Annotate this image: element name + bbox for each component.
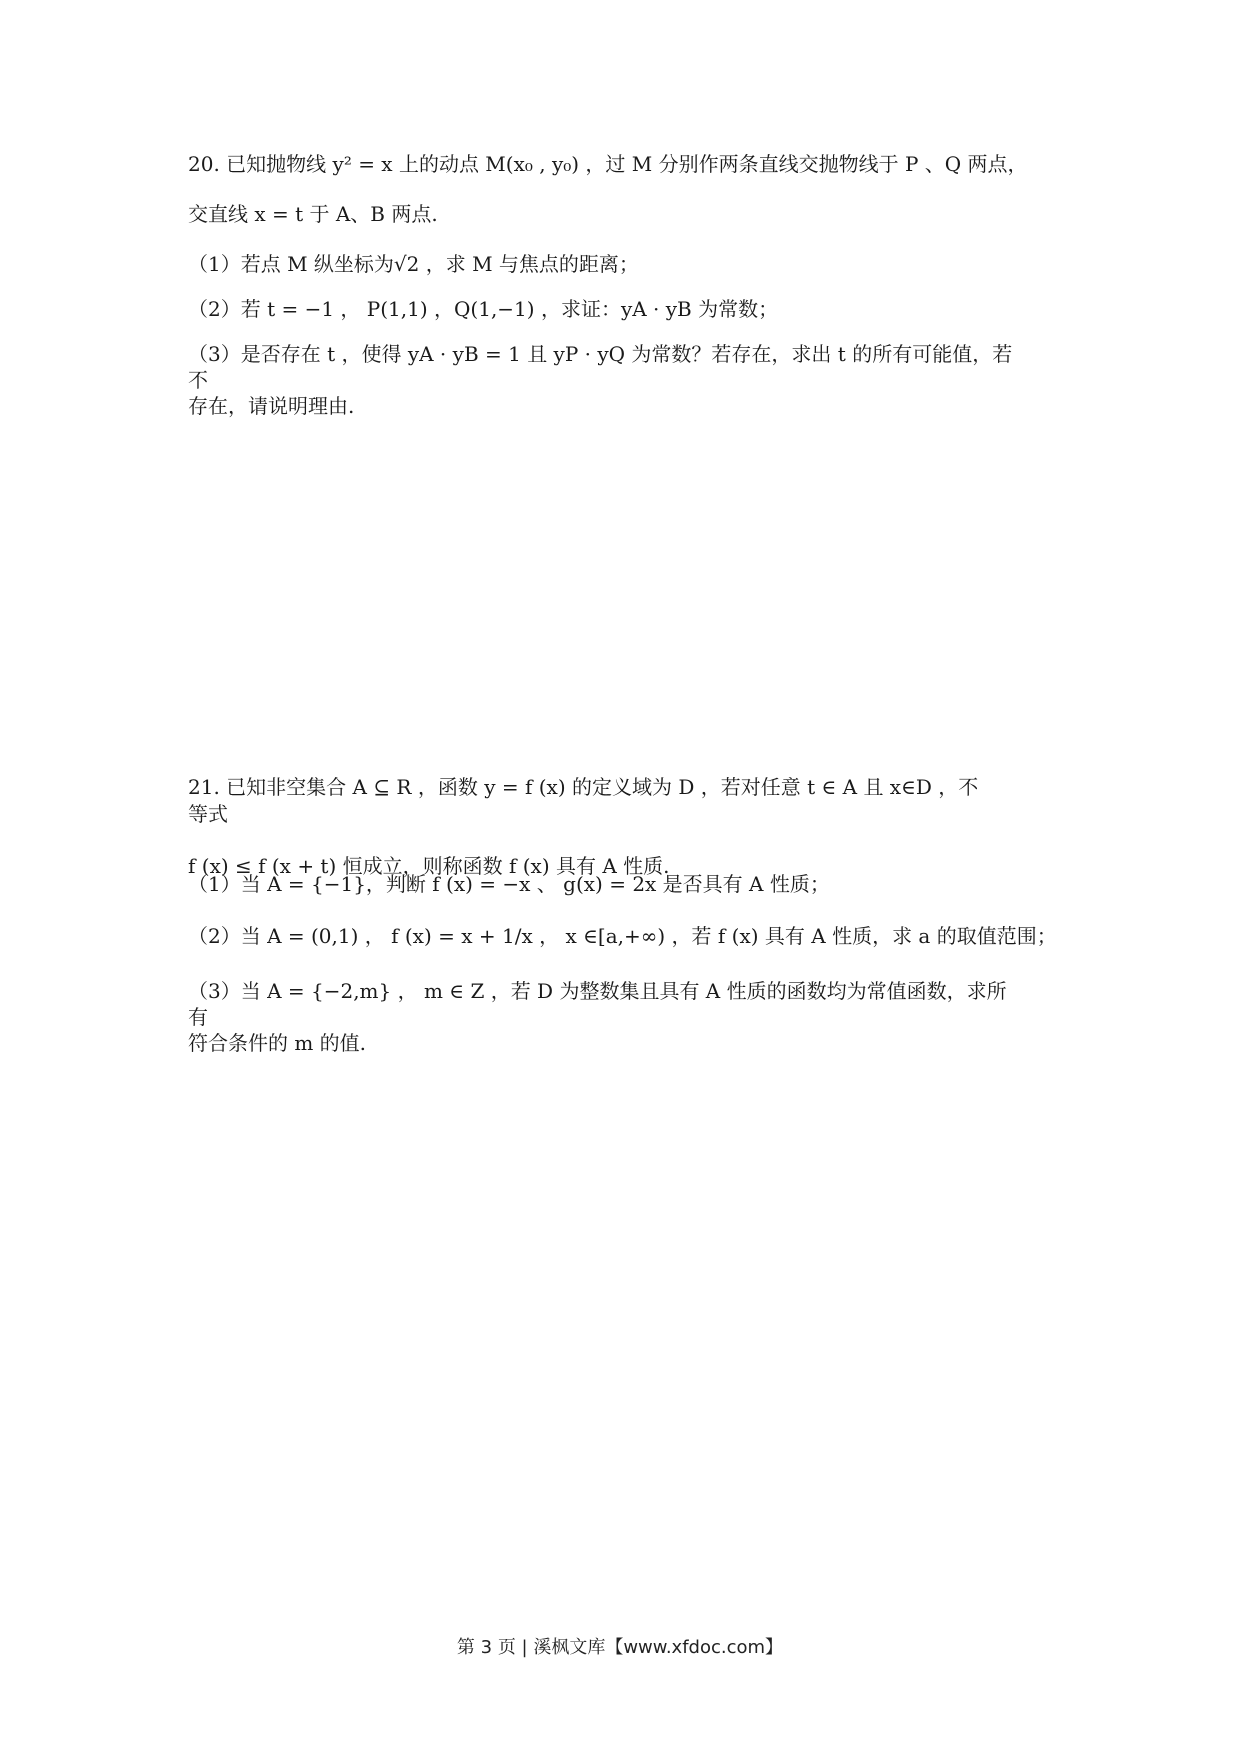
problem-20-statement-line-1: 20. 已知抛物线 y² = x 上的动点 M(x₀ , y₀) ，过 M 分别作两条直线交抛物线于 P 、Q 两点，	[188, 152, 1028, 176]
problem-20-part-3-line-3: 存在，请说明理由.	[188, 394, 355, 418]
problem-20-part-3-line-2: 不	[188, 368, 208, 392]
problem-21-part-3-line-3: 符合条件的 m 的值.	[188, 1031, 367, 1055]
problem-21-part-3-line-1: （3）当 A = {−2,m} ， m ∈ Z ，若 D 为整数集且具有 A 性质的函数均为常值函数，求所	[188, 979, 1007, 1003]
problem-20-part-3-line-1: （3）是否存在 t ，使得 yA · yB = 1 且 yP · yQ 为常数？若存在，求出 t 的所有可能值，若	[188, 342, 1013, 366]
problem-21-statement-line-2: 等式	[188, 802, 228, 826]
problem-21-statement-line-3: f (x) ≤ f (x + t) 恒成立，则称函数 f (x) 具有 A 性质.	[188, 854, 670, 878]
problem-21-part-1: （1）当 A = {−1}，判断 f (x) = −x 、 g(x) = 2x 是否具有 A 性质；	[188, 872, 830, 896]
problem-20-part-1: （1）若点 M 纵坐标为√2 ，求 M 与焦点的距离；	[188, 252, 639, 276]
problem-21-part-3-line-2: 有	[188, 1005, 208, 1029]
problem-20-statement-line-2: 交直线 x = t 于 A、B 两点.	[188, 202, 438, 226]
problem-21-statement-line-1: 21. 已知非空集合 A ⊆ R ，函数 y = f (x) 的定义域为 D ，若对任意 t ∈ A 且 x∈D ，不	[188, 775, 979, 799]
page-footer: 第 3 页 | 溪枫文库【www.xfdoc.com】	[456, 1637, 784, 1658]
problem-20-part-2: （2）若 t = −1 ， P(1,1) ，Q(1,−1) ，求证：yA · yB 为常数；	[188, 297, 779, 321]
problem-21-part-2: （2）当 A = (0,1) ， f (x) = x + 1/x ， x ∈[a,+∞) ，若 f (x) 具有 A 性质，求 a 的取值范围；	[188, 924, 1057, 948]
